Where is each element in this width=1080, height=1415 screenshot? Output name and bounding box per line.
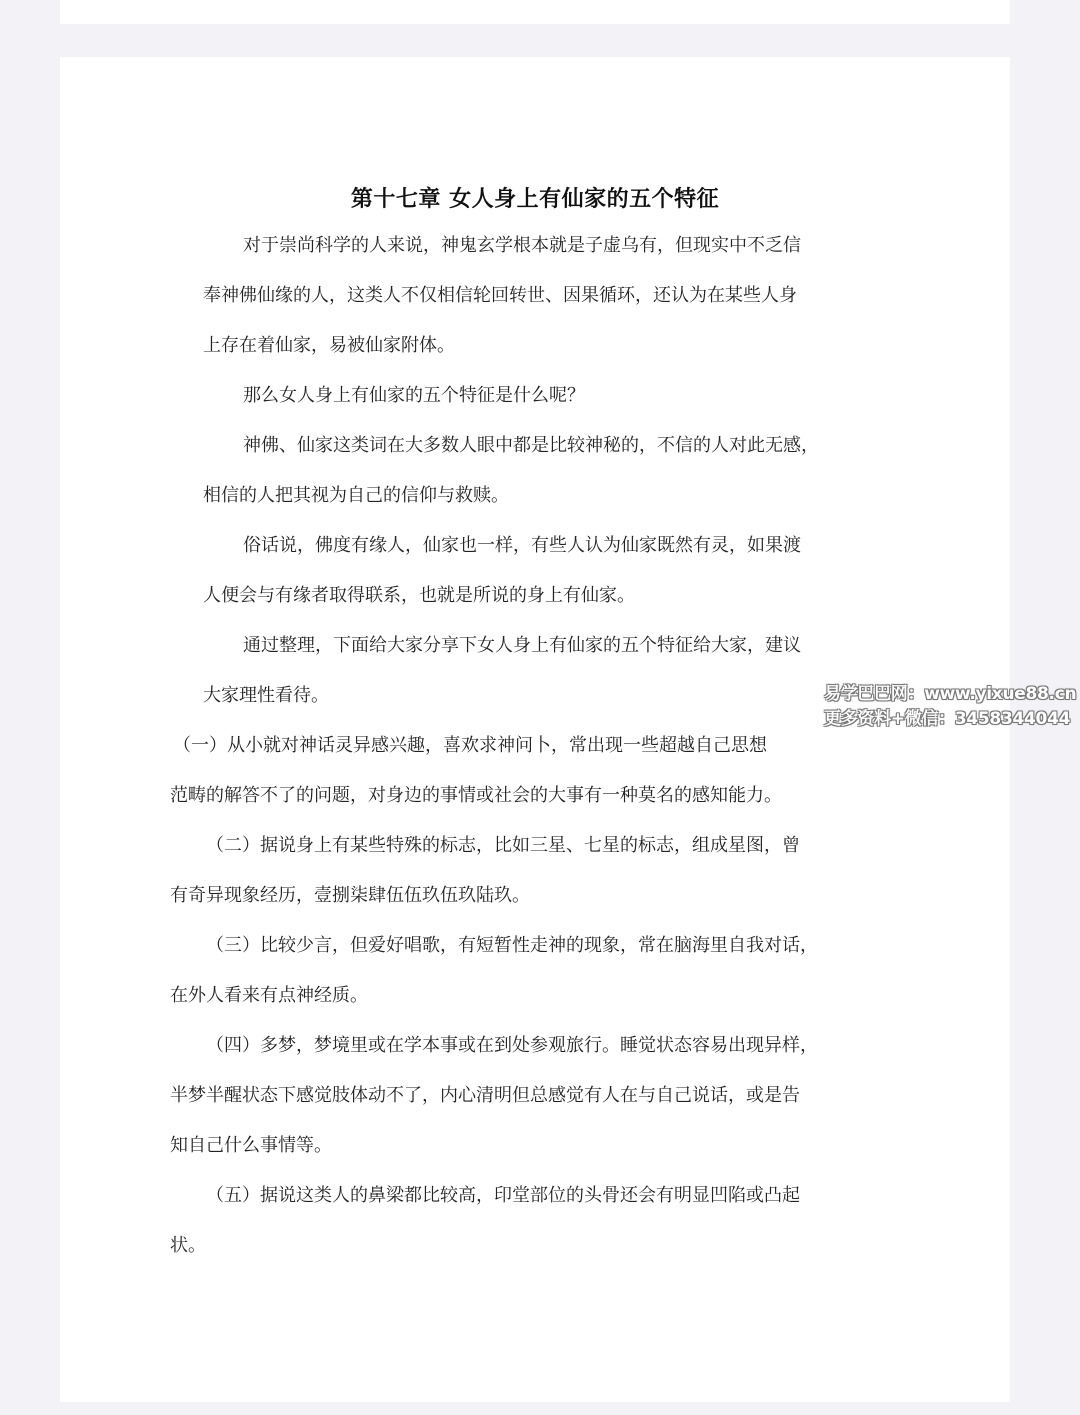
feature-4-line: 知自己什么事情等。 bbox=[170, 1135, 332, 1156]
paragraph-line: 人便会与有缘者取得联系，也就是所说的身上有仙家。 bbox=[203, 585, 635, 606]
feature-3-line: （三）比较少言，但爱好唱歌，有短暂性走神的现象，常在脑海里自我对话， bbox=[206, 935, 818, 956]
chapter-title: 第十七章 女人身上有仙家的五个特征 bbox=[350, 187, 720, 212]
paragraph-line: 神佛、仙家这类词在大多数人眼中都是比较神秘的，不信的人对此无感， bbox=[243, 435, 819, 456]
paragraph-line: 对于崇尚科学的人来说，神鬼玄学根本就是子虚乌有，但现实中不乏信 bbox=[243, 235, 801, 256]
feature-1-line: （一）从小就对神话灵异感兴趣，喜欢求神问卜，常出现一些超越自己思想 bbox=[173, 735, 767, 756]
feature-2-line: 有奇异现象经历，壹捌柒肆伍伍玖伍玖陆玖。 bbox=[170, 885, 530, 906]
feature-5-line: 状。 bbox=[170, 1235, 206, 1256]
paragraph-line: 俗话说，佛度有缘人，仙家也一样，有些人认为仙家既然有灵，如果渡 bbox=[243, 535, 801, 556]
previous-page bbox=[60, 0, 1010, 24]
feature-1-line: 范畴的解答不了的问题，对身边的事情或社会的大事有一种莫名的感知能力。 bbox=[170, 785, 782, 806]
paragraph-line: 那么女人身上有仙家的五个特征是什么呢？ bbox=[243, 385, 585, 406]
paragraph-line: 上存在着仙家，易被仙家附体。 bbox=[203, 335, 455, 356]
paragraph-line: 相信的人把其视为自己的信仰与救赎。 bbox=[203, 485, 509, 506]
watermark-contact: 更多资料+微信：3458344044 bbox=[824, 709, 1071, 729]
watermark-site: 易学巴巴网：www.yixue88.cn bbox=[824, 684, 1077, 704]
feature-5-line: （五）据说这类人的鼻梁都比较高，印堂部位的头骨还会有明显凹陷或凸起 bbox=[206, 1185, 800, 1206]
feature-3-line: 在外人看来有点神经质。 bbox=[170, 985, 368, 1006]
watermark bbox=[824, 682, 1080, 732]
paragraph-line: 大家理性看待。 bbox=[203, 685, 329, 706]
feature-2-line: （二）据说身上有某些特殊的标志，比如三星、七星的标志，组成星图，曾 bbox=[206, 835, 800, 856]
feature-4-line: （四）多梦，梦境里或在学本事或在到处参观旅行。睡觉状态容易出现异样， bbox=[206, 1035, 818, 1056]
feature-4-line: 半梦半醒状态下感觉肢体动不了，内心清明但总感觉有人在与自己说话，或是告 bbox=[170, 1085, 800, 1106]
document-body bbox=[170, 227, 869, 1277]
paragraph-line: 通过整理，下面给大家分享下女人身上有仙家的五个特征给大家，建议 bbox=[243, 635, 801, 656]
paragraph-line: 奉神佛仙缘的人，这类人不仅相信轮回转世、因果循环，还认为在某些人身 bbox=[203, 285, 797, 306]
